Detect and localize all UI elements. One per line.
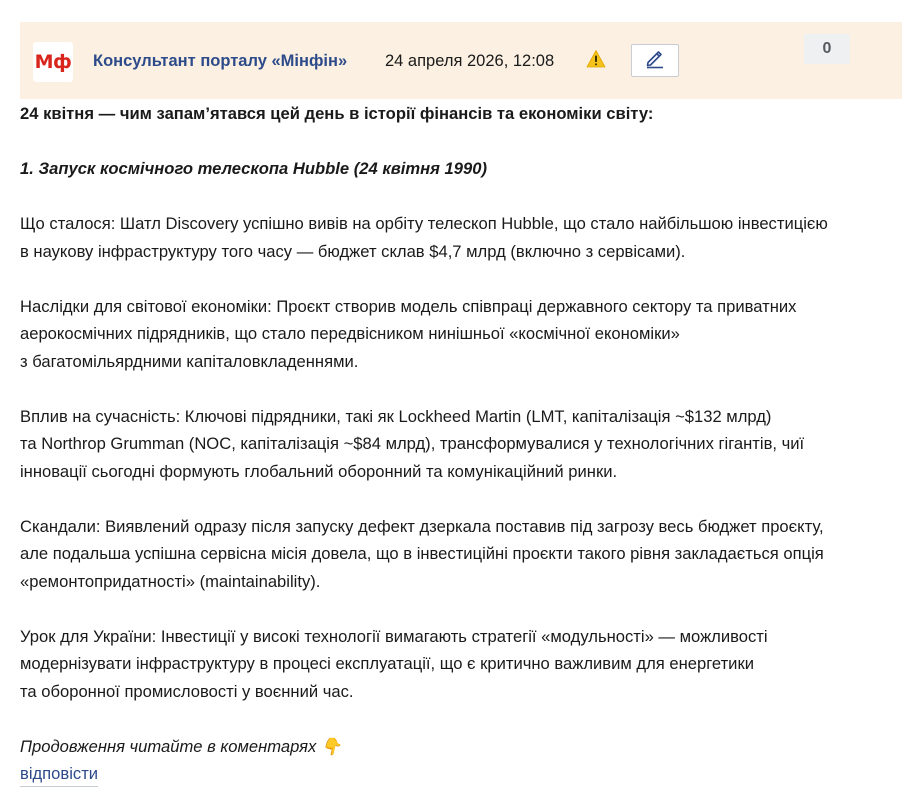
paragraph-what-happened (20, 210, 900, 265)
paragraph-lesson (20, 623, 900, 706)
text-line: інновації сьогодні формують глобальний оборонний та комунікаційний ринки. (20, 461, 618, 481)
warning-triangle-icon[interactable] (586, 49, 606, 69)
author-name-link[interactable]: Консультант порталу «Мінфін» (93, 52, 348, 70)
text-line: та оборонної промисловості у воєнний час. (20, 681, 354, 701)
text-line: Наслідки для світової економіки: Проєкт створив модель співпраці державного сектору та приватних (20, 296, 797, 316)
post-intro: 24 квітня — чим запам’ятався цей день в історії фінансів та економіки світу: (20, 104, 654, 123)
vote-counter[interactable]: 0 (804, 34, 850, 64)
text-line: Вплив на сучасність: Ключові підрядники, такі як Lockheed Martin (LMT, капіталізація ~$132 млрд) (20, 406, 772, 426)
continue-in-comments-text: Продовження читайте в коментарях 👇 (20, 736, 342, 756)
reply-link[interactable]: відповісти (20, 764, 98, 787)
post-header (20, 22, 902, 99)
text-line: «ремонтопридатності» (maintainability). (20, 571, 321, 591)
pencil-icon (644, 47, 666, 74)
text-line: Що сталося: Шатл Discovery успішно вивів на орбіту телескоп Hubble, що стало найбільшою інвестицією (20, 214, 828, 233)
post-date: 24 апреля 2026, 12:08 (385, 52, 555, 70)
text-line: Скандали: Виявлений одразу після запуску дефект дзеркала поставив під загрозу весь бюджет проєкту, (20, 516, 824, 536)
paragraph-scandals (20, 513, 900, 596)
paragraph-impact (20, 403, 900, 486)
post-body (20, 100, 900, 760)
text-line: але подальша успішна сервісна місія довела, що в інвестиційні проєкти такого рівня закладається опція (20, 544, 824, 563)
edit-button[interactable] (631, 44, 679, 77)
post-heading: 1. Запуск космічного телескопа Hubble (24 квітня 1990) (20, 159, 487, 178)
text-line: з багатомільярдними капіталовкладеннями. (20, 351, 359, 371)
minfin-logo[interactable]: Мф (33, 42, 73, 82)
text-line: модернізувати інфраструктуру в процесі експлуатації, що є критично важливим для енергетики (20, 654, 754, 673)
text-line: аерокосмічних підрядників, що стало передвісником нинішньої «космічної економіки» (20, 324, 680, 343)
text-line: Урок для України: Інвестиції у високі технології вимагають стратегії «модульності» — можливості (20, 626, 768, 646)
paragraph-consequences (20, 293, 900, 376)
text-line: в наукову інфраструктуру того часу — бюджет склав $4,7 млрд (включно з сервісами). (20, 241, 686, 261)
text-line: та Northrop Grumman (NOC, капіталізація ~$84 млрд), трансформувалися у технологічних гігантів, чиї (20, 434, 805, 453)
